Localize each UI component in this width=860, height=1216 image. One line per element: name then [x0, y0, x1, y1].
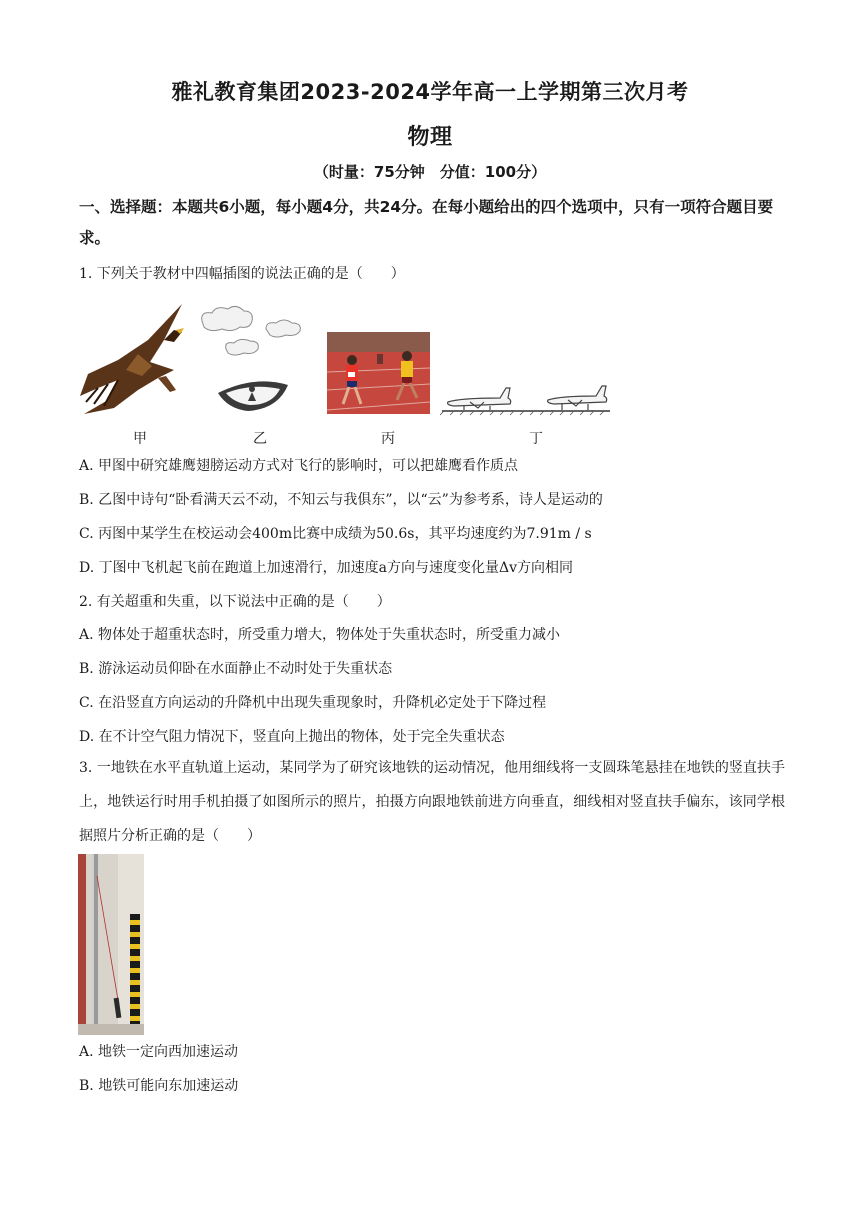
eagle-figure: [78, 300, 186, 418]
caption-bing: 丙: [381, 431, 395, 447]
caption-ding: 丁: [529, 431, 543, 447]
q2-option-b: B. 游泳运动员仰卧在水面静止不动时处于失重状态: [79, 661, 393, 677]
airplanes-figure: [440, 380, 612, 416]
q2-option-a: A. 物体处于超重状态时，所受重力增大，物体处于失重状态时，所受重力减小: [79, 627, 561, 643]
exam-meta: （时量：75分钟 分值：100分）: [313, 163, 547, 181]
q1-option-b: B. 乙图中诗句“卧看满天云不动，不知云与我俱东”，以“云”为参考系，诗人是运动的: [79, 492, 603, 508]
caption-jia: 甲: [133, 431, 147, 447]
q1-stem: 1. 下列关于教材中四幅插图的说法正确的是（ ）: [79, 266, 405, 282]
q3-option-b: B. 地铁可能向东加速运动: [79, 1078, 239, 1094]
subway-photo: [78, 854, 144, 1035]
subject-title: 物理: [407, 125, 453, 150]
q1-option-d: D. 丁图中飞机起飞前在跑道上加速滑行，加速度a方向与速度变化量Δv方向相同: [79, 560, 573, 576]
q1-option-c: C. 丙图中某学生在校运动会400m比赛中成绩为50.6s，其平均速度约为7.91m / s: [79, 526, 592, 542]
q1-option-a: A. 甲图中研究雄鹰翅膀运动方式对飞行的影响时，可以把雄鹰看作质点: [79, 458, 519, 474]
q2-option-d: D. 在不计空气阻力情况下，竖直向上抛出的物体，处于完全失重状态: [79, 729, 505, 745]
q2-option-c: C. 在沿竖直方向运动的升降机中出现失重现象时，升降机必定处于下降过程: [79, 695, 547, 711]
runners-photo: [327, 332, 430, 414]
q3-stem: 3. 一地铁在水平直轨道上运动，某同学为了研究该地铁的运动情况，他用细线将一支圆珠笔悬挂在地铁的竖直扶手上，地铁运行时用手机拍摄了如图所示的照片，拍摄方向跟地铁前进方向垂直，细线相对竖直扶手偏东，该同学根据照片分析正确的是（ ）: [79, 760, 785, 844]
clouds-boat-figure: [196, 305, 308, 417]
q2-stem: 2. 有关超重和失重，以下说法中正确的是（ ）: [79, 594, 391, 610]
q3-option-a: A. 地铁一定向西加速运动: [79, 1044, 239, 1060]
exam-title: 雅礼教育集团2023-2024学年高一上学期第三次月考: [171, 80, 689, 104]
caption-yi: 乙: [253, 431, 267, 447]
section-heading: 一、选择题：本题共6小题，每小题4分，共24分。在每小题给出的四个选项中，只有一项符合题目要求。: [79, 198, 774, 247]
